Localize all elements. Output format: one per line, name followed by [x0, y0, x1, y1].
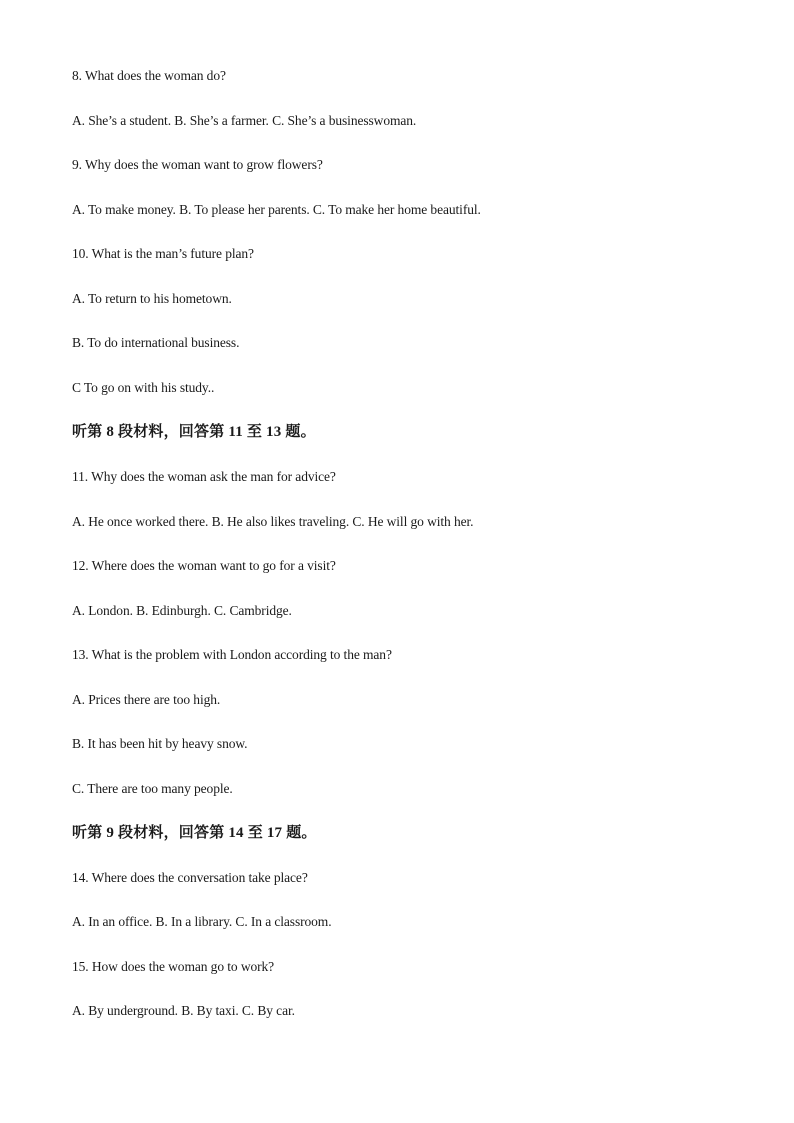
- section-heading-9: 听第 9 段材料，回答第 14 至 17 题。: [72, 825, 317, 841]
- question-14: 14. Where does the conversation take place?: [72, 870, 308, 885]
- question-14-options: A. In an office. B. In a library. C. In a classroom.: [72, 914, 332, 929]
- question-11: 11. Why does the woman ask the man for advice?: [72, 469, 336, 484]
- question-12: 12. Where does the woman want to go for a visit?: [72, 558, 336, 573]
- question-13-option-c: C. There are too many people.: [72, 781, 233, 796]
- question-13-option-b: B. It has been hit by heavy snow.: [72, 736, 248, 751]
- question-10-option-c: C To go on with his study..: [72, 380, 215, 395]
- question-15-options: A. By underground. B. By taxi. C. By car.: [72, 1003, 295, 1018]
- question-10-option-b: B. To do international business.: [72, 335, 240, 350]
- section-heading-8: 听第 8 段材料，回答第 11 至 13 题。: [72, 424, 316, 440]
- question-9-options: A. To make money. B. To please her parents. C. To make her home beautiful.: [72, 202, 481, 217]
- question-13-option-a: A. Prices there are too high.: [72, 692, 221, 707]
- question-10-option-a: A. To return to his hometown.: [72, 291, 232, 306]
- question-13: 13. What is the problem with London according to the man?: [72, 647, 392, 662]
- question-9: 9. Why does the woman want to grow flowers?: [72, 157, 323, 172]
- question-11-options: A. He once worked there. B. He also likes traveling. C. He will go with her.: [72, 514, 474, 529]
- question-12-options: A. London. B. Edinburgh. C. Cambridge.: [72, 603, 292, 618]
- question-10: 10. What is the man’s future plan?: [72, 246, 254, 261]
- question-15: 15. How does the woman go to work?: [72, 959, 275, 974]
- question-8: 8. What does the woman do?: [72, 68, 226, 83]
- question-8-options: A. She’s a student. B. She’s a farmer. C. She’s a businesswoman.: [72, 113, 417, 128]
